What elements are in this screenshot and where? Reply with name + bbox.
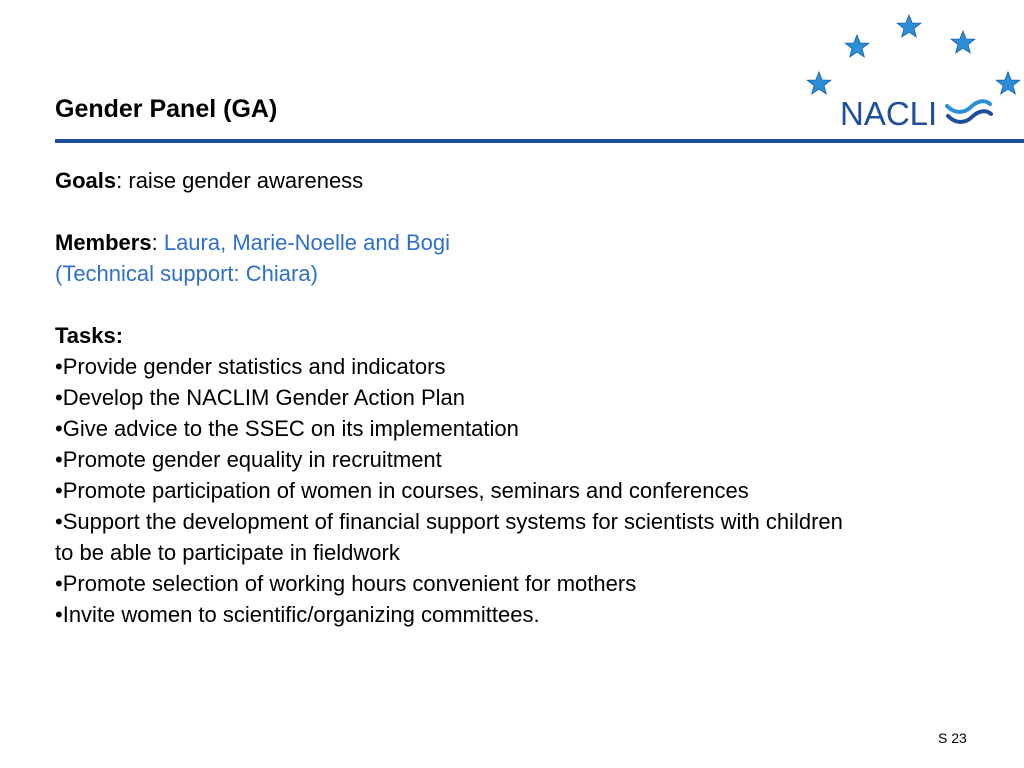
naclim-logo [798, 10, 1024, 135]
members-label: Members [55, 230, 152, 255]
members-value: Laura, Marie-Noelle and Bogi [163, 230, 450, 255]
goals-label: Goals [55, 168, 117, 193]
task-item: •Give advice to the SSEC on its implementation [55, 416, 519, 441]
task-item: •Provide gender statistics and indicators [55, 354, 446, 379]
title-divider [55, 139, 1024, 143]
technical-support: (Technical support: Chiara) [55, 261, 318, 286]
star-icon [951, 31, 975, 53]
slide-body [55, 165, 985, 630]
logo-text: NACLI [840, 95, 938, 132]
goals-value: raise gender awareness [128, 168, 364, 193]
task-item-continuation: to be able to participate in fieldwork [55, 540, 400, 565]
task-item: •Promote selection of working hours convenient for mothers [55, 571, 637, 596]
star-icon [807, 72, 831, 94]
goals-separator: : [116, 168, 129, 193]
members-separator: : [151, 230, 164, 255]
task-item: •Support the development of financial support systems for scientists with children [55, 509, 843, 534]
tasks-label: Tasks: [55, 323, 124, 348]
task-item: •Promote participation of women in courses, seminars and conferences [55, 478, 749, 503]
slide-title: Gender Panel (GA) [55, 95, 278, 123]
star-icon [996, 72, 1020, 94]
task-item: •Promote gender equality in recruitment [55, 447, 442, 472]
star-icon [845, 35, 869, 57]
star-icon [897, 15, 921, 37]
page-number: S 23 [938, 730, 967, 746]
naclim-logo-icon [798, 10, 1024, 135]
task-item: •Invite women to scientific/organizing committees. [55, 602, 540, 627]
task-item: •Develop the NACLIM Gender Action Plan [55, 385, 466, 410]
goals-line [55, 165, 985, 196]
members-line [55, 227, 985, 258]
